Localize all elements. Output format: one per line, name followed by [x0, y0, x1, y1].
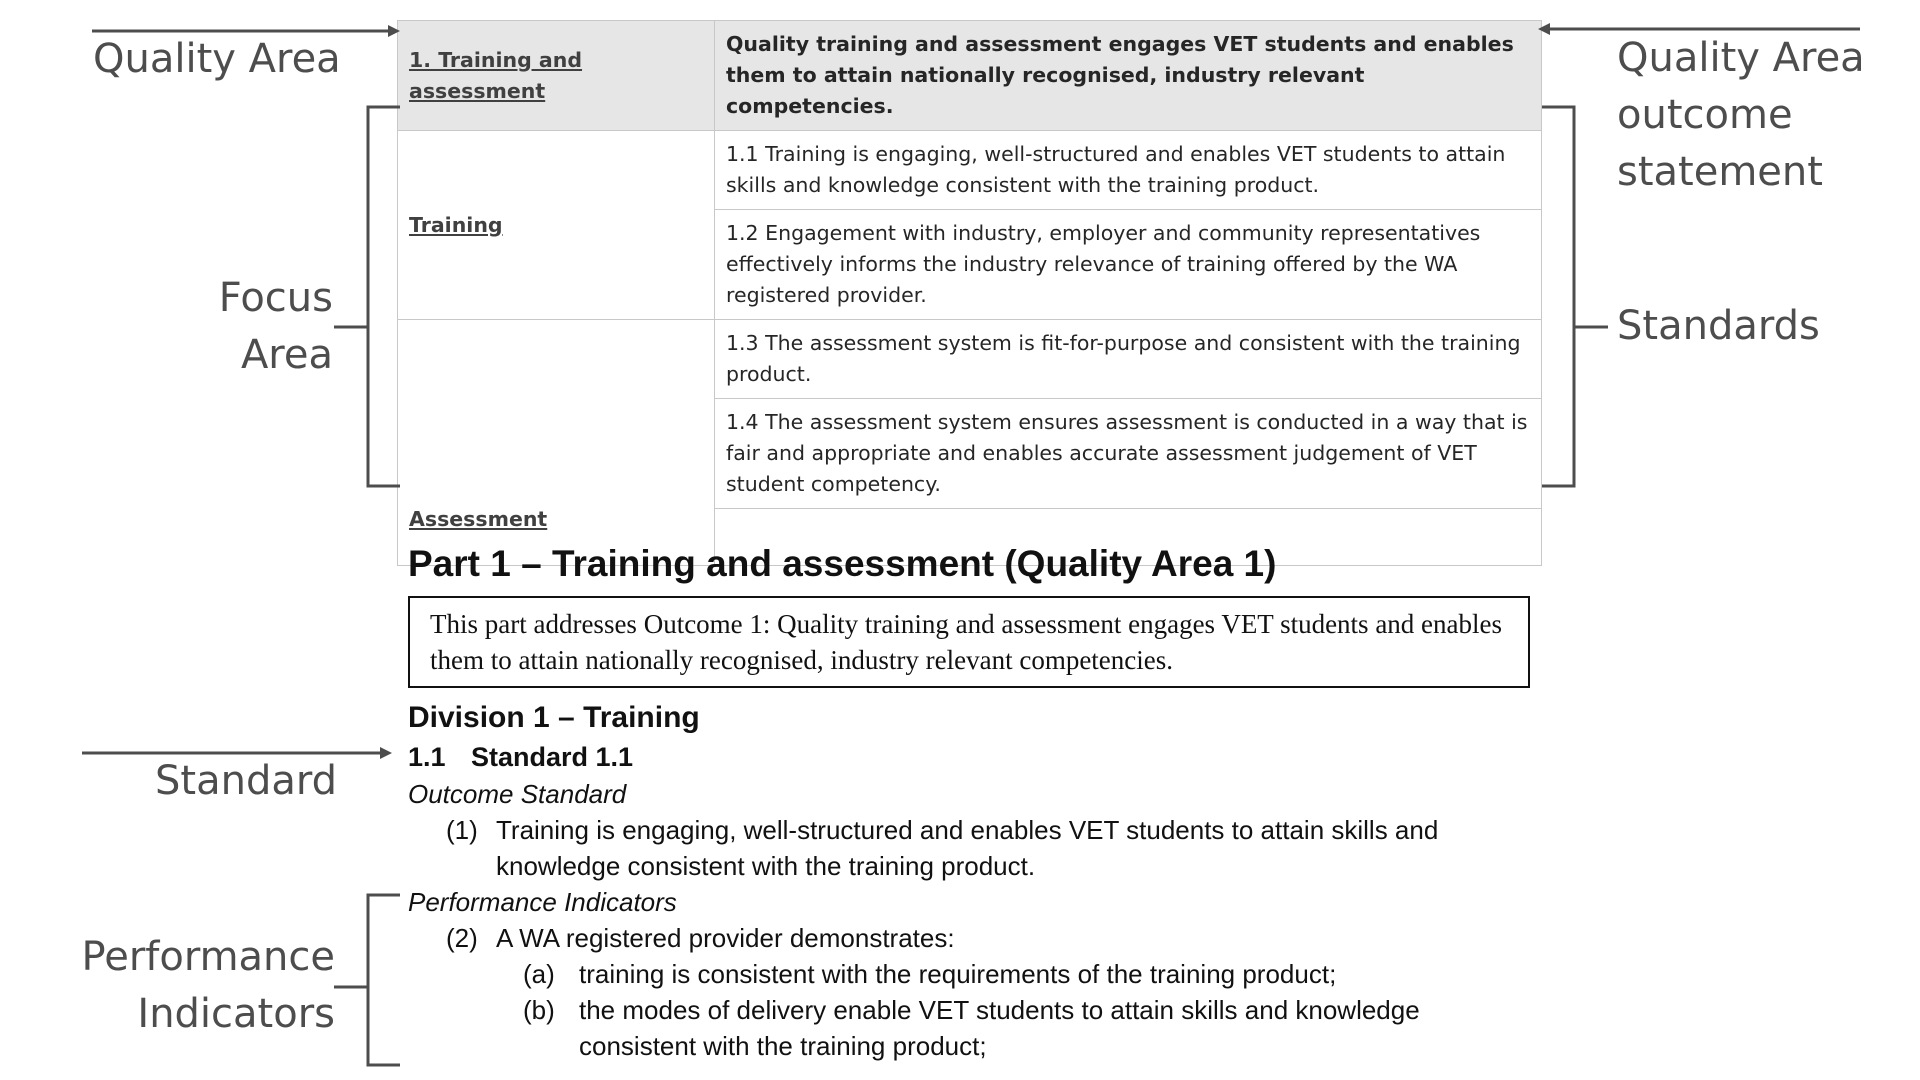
indicator-text: the modes of delivery enable VET students to attain skills and knowledge consistent with the training product; — [579, 995, 1420, 1061]
standard-1-2-cell: 1.2 Engagement with industry, employer and community representatives effectively informs the industry relevance of training offered by the WA registered provider. — [715, 210, 1542, 320]
label-outcome-line2: outcome — [1617, 92, 1793, 138]
indicator-letter: (b) — [523, 995, 555, 1025]
outcome-clause-number: (1) — [446, 815, 478, 845]
standard-number: 1.1 — [408, 742, 446, 772]
label-focus-area-line1: Focus — [218, 275, 333, 321]
standard-arrowhead — [380, 747, 392, 759]
quality-area-link[interactable]: 1. Training and assessment — [409, 47, 583, 103]
label-performance-indicators-line1: Performance — [81, 934, 335, 980]
standard-1-1-cell: 1.1 Training is engaging, well-structured and enables VET students to attain skills and knowledge consistent with the training product. — [715, 131, 1542, 210]
label-standard: Standard — [155, 758, 337, 804]
indicators-clause-number: (2) — [446, 923, 478, 953]
outcome-standard-heading: Outcome Standard — [408, 779, 627, 809]
standard-1-3-cell: 1.3 The assessment system is fit-for-purpose and consistent with the training product. — [715, 320, 1542, 399]
label-standards: Standards — [1617, 303, 1820, 349]
standard-1-4-cell: 1.4 The assessment system ensures assessment is conducted in a way that is fair and appropriate and enables accurate assessment judgement of VET student competency. — [715, 399, 1542, 509]
standard-title: Standard 1.1 — [471, 742, 634, 772]
outcome-clause-text: Training is engaging, well-structured and enables VET students to attain skills and knowledge consistent with the training product. — [496, 815, 1439, 881]
indicators-clause-intro: A WA registered provider demonstrates: — [496, 923, 955, 953]
indicator-text: training is consistent with the requirements of the training product; — [579, 959, 1337, 989]
focus-area-assessment-link[interactable]: Assessment — [409, 507, 548, 531]
standards-bracket — [1542, 107, 1574, 486]
label-outcome-line1: Quality Area — [1617, 35, 1865, 81]
label-outcome-line3: statement — [1617, 149, 1823, 195]
part-outcome-box: This part addresses Outcome 1: Quality training and assessment engages VET students and enables them to attain nationally recognised, industry relevant competencies. — [408, 596, 1530, 688]
indicator-letter: (a) — [523, 959, 555, 989]
outcome-statement-cell: Quality training and assessment engages VET students and enables them to attain nationally recognised, industry relevant competencies. — [715, 21, 1542, 131]
focus-area-training-link[interactable]: Training — [409, 212, 503, 237]
performance-indicators-heading: Performance Indicators — [408, 887, 677, 917]
performance-indicators-bracket — [368, 895, 400, 1065]
label-performance-indicators-line2: Indicators — [137, 991, 335, 1037]
quality-area-arrowhead — [388, 25, 400, 37]
outcome-arrowhead — [1538, 23, 1550, 35]
label-focus-area-line2: Area — [240, 332, 333, 378]
division-title: Division 1 – Training — [408, 701, 700, 734]
label-quality-area: Quality Area — [93, 36, 341, 82]
focus-area-bracket — [368, 107, 400, 486]
part-title: Part 1 – Training and assessment (Quality Area 1) — [408, 543, 1277, 584]
